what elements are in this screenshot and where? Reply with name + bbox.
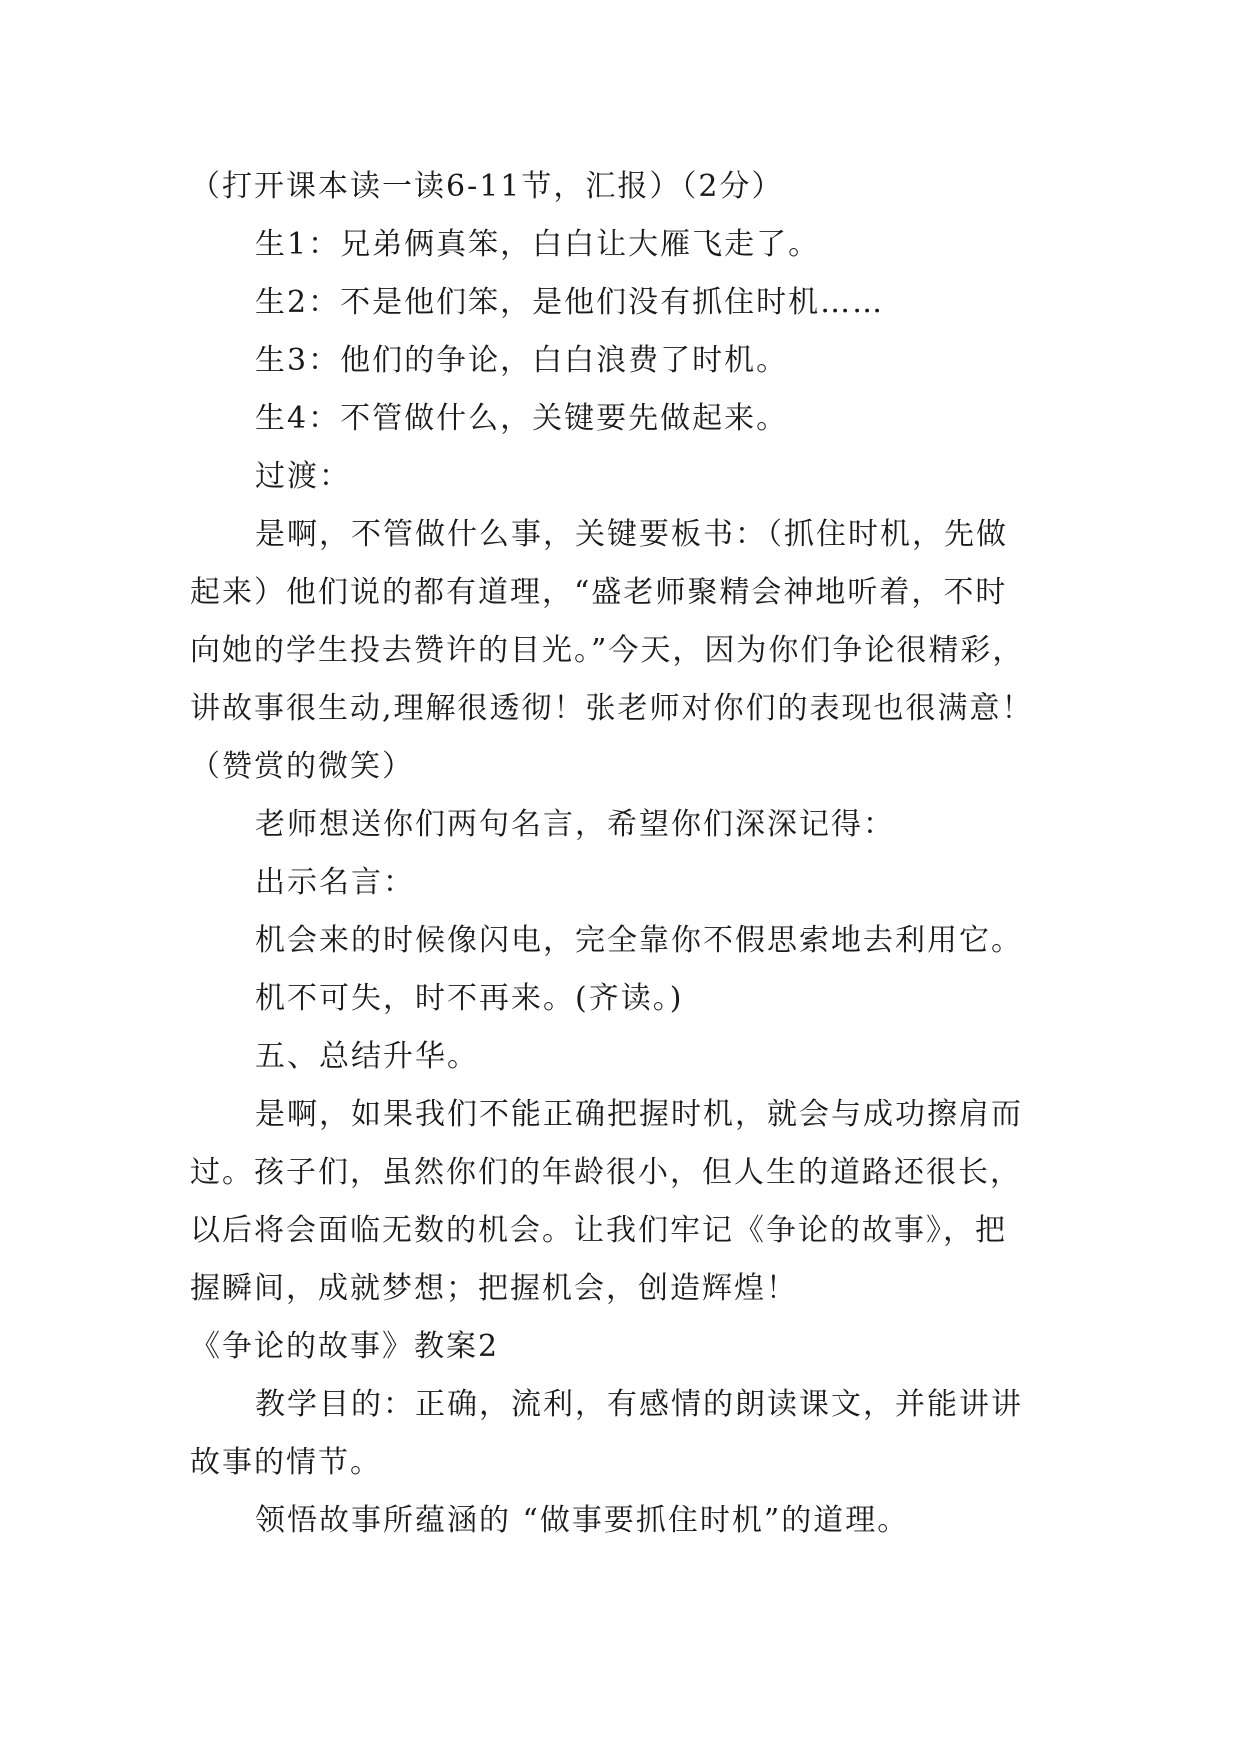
paragraph-line: 向她的学生投去赞许的目光。”今天，因为你们争论很精彩， bbox=[190, 633, 1025, 668]
paragraph-line: （赞赏的微笑） bbox=[190, 749, 414, 784]
paragraph-line: 以后将会面临无数的机会。让我们牢记《争论的故事》，把 bbox=[190, 1213, 1007, 1248]
paragraph-line: 生4：不管做什么，关键要先做起来。 bbox=[255, 401, 789, 436]
paragraph-line: 是啊，如果我们不能正确把握时机，就会与成功擦肩而 bbox=[255, 1097, 1023, 1132]
paragraph-line: 老师想送你们两句名言，希望你们深深记得： bbox=[255, 807, 895, 842]
paragraph-line: 讲故事很生动,理解很透彻！张老师对你们的表现也很满意！ bbox=[190, 691, 1034, 726]
quote-line: 机不可失，时不再来。(齐读。) bbox=[255, 981, 684, 1016]
paragraph-line: 握瞬间，成就梦想；把握机会，创造辉煌！ bbox=[190, 1271, 798, 1306]
paragraph-line: 生2：不是他们笨，是他们没有抓住时机…… bbox=[255, 285, 885, 320]
paragraph-line: （打开课本读一读6-11节，汇报）（2分） bbox=[190, 169, 784, 204]
paragraph-line: 生1：兄弟俩真笨，白白让大雁飞走了。 bbox=[255, 227, 821, 262]
paragraph-line: 是啊，不管做什么事，关键要板书：（抓住时机，先做 bbox=[255, 517, 1008, 552]
paragraph-line: 教学目的：正确，流利，有感情的朗读课文，并能讲讲 bbox=[255, 1387, 1023, 1422]
paragraph-line: 起来）他们说的都有道理，“盛老师聚精会神地听着，不时 bbox=[190, 575, 1008, 610]
section-heading: 五、总结升华。 bbox=[255, 1039, 479, 1074]
paragraph-line: 故事的情节。 bbox=[190, 1445, 382, 1480]
paragraph-line: 生3：他们的争论，白白浪费了时机。 bbox=[255, 343, 789, 378]
document-body bbox=[190, 158, 1070, 1550]
paragraph-line: 过渡： bbox=[255, 459, 351, 494]
paragraph-line: 出示名言： bbox=[255, 865, 415, 900]
paragraph-line: 过。孩子们，虽然你们的年龄很小，但人生的道路还很长， bbox=[190, 1155, 1022, 1190]
lesson-plan-title: 《争论的故事》教案2 bbox=[190, 1329, 500, 1364]
paragraph-line: 领悟故事所蕴涵的 “做事要抓住时机”的道理。 bbox=[255, 1503, 910, 1538]
quote-line: 机会来的时候像闪电，完全靠你不假思索地去利用它。 bbox=[255, 923, 1023, 958]
